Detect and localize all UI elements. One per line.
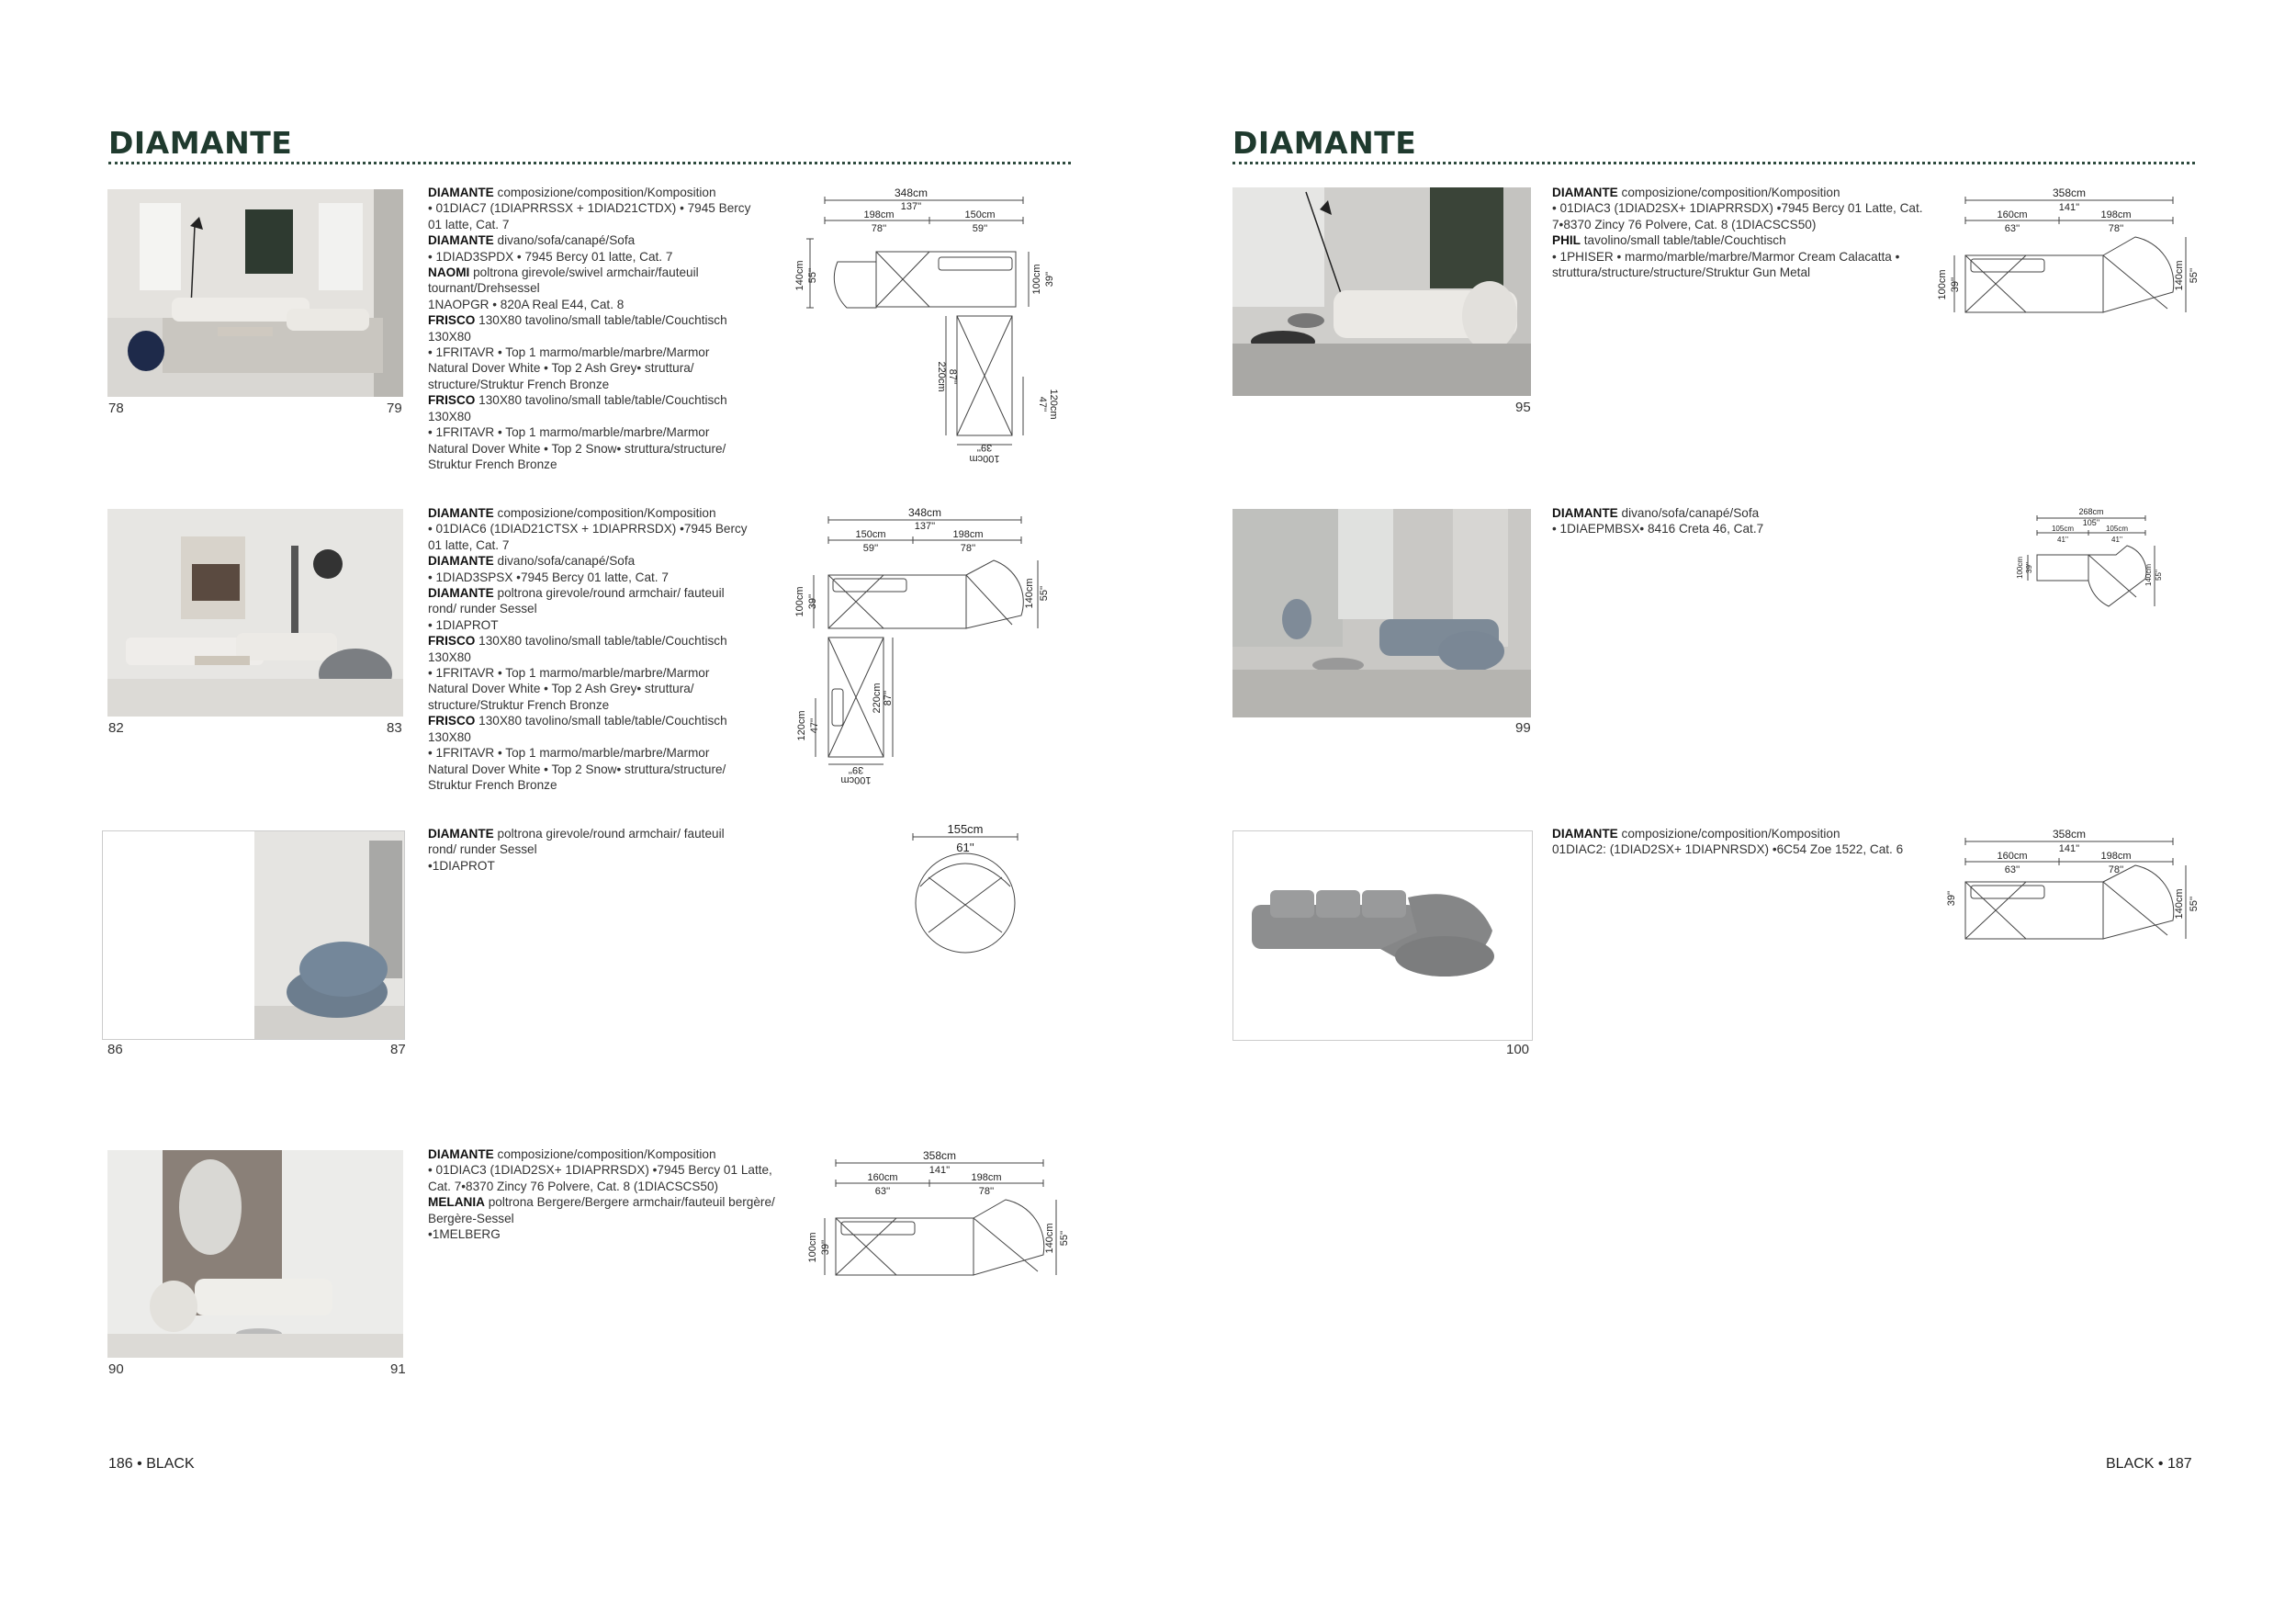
page-number: 95 — [1515, 400, 1531, 415]
photo-living-room-composition — [107, 509, 403, 717]
product-description: DIAMANTE composizione/composition/Komposition • 01DIAC3 (1DIAD2SX+ 1DIAPRRSDX) •7945 Bercy 01 Latte, Cat. 7•8370 Zincy 76 Polvere, Cat. 8 (1DIACSCS50) PHIL tavolino/small table/table/Couchtisch • 1PHISER • marmo/marble/marbre/Marmor Cream Calacatta • struttura/structure/structure/Struktur Gun Metal — [1552, 186, 1923, 280]
product-description: DIAMANTE divano/sofa/canapé/Sofa • 1DIAEPMBSX• 8416 Creta 46, Cat.7 — [1552, 506, 1764, 536]
dim-a: 150cm — [855, 529, 886, 540]
page-number: 82 — [108, 720, 124, 736]
page-number: 86 — [107, 1042, 123, 1057]
dim-c-in: 47'' — [809, 717, 820, 734]
dim-total: 358cm — [2052, 828, 2087, 841]
left-page-title: DIAMANTE — [108, 125, 293, 161]
dim-h1: 100cm — [807, 1232, 818, 1263]
dim-a: 105cm — [2051, 525, 2075, 533]
dim-l-in: 87'' — [947, 368, 958, 385]
dim-h2-in: 55'' — [1059, 1230, 1070, 1247]
dim-total-in: 137'' — [914, 521, 936, 532]
dim-h2: 140cm — [1024, 578, 1035, 609]
dimension-drawing — [792, 505, 1067, 785]
dim-h1-in: 55'' — [807, 267, 818, 284]
left-page-footer: 186 • BLACK — [108, 1456, 195, 1472]
dimension-drawing — [906, 822, 1025, 965]
dim-total-in: 137'' — [900, 201, 922, 212]
dim-l-in: 87'' — [883, 690, 894, 706]
dim-total: 155cm — [947, 822, 984, 836]
dim-total-in: 141'' — [929, 1165, 951, 1176]
page-number: 79 — [387, 401, 402, 416]
dim-h2-in: 39'' — [1044, 271, 1055, 288]
dim-h2: 140cm — [2144, 563, 2153, 587]
dimension-drawing — [792, 184, 1067, 468]
dim-h2: 140cm — [2174, 260, 2185, 291]
dim-h2-in: 55'' — [2155, 570, 2163, 581]
photo-living-room-composition — [1232, 187, 1531, 396]
dim-d-in: 39'' — [848, 764, 864, 775]
dimension-drawing — [808, 1146, 1075, 1289]
dim-b-in: 41'' — [2111, 536, 2122, 544]
dim-h1: 100cm — [1937, 269, 1948, 300]
dim-d: 100cm — [840, 774, 872, 785]
photo-living-room-bergere — [107, 1150, 403, 1358]
page-number: 100 — [1506, 1042, 1530, 1057]
right-title-rule — [1232, 162, 2195, 164]
photo-living-room-composition — [107, 189, 403, 397]
photo-sofa-showroom — [1232, 509, 1531, 717]
page-number: 99 — [1515, 720, 1531, 736]
dim-a: 160cm — [1997, 209, 2028, 220]
page-number: 78 — [108, 401, 124, 416]
dimension-drawing — [1938, 825, 2204, 967]
dim-h1: 100cm — [794, 586, 805, 617]
dim-a: 198cm — [863, 209, 895, 220]
page-number: 87 — [390, 1042, 406, 1057]
dim-a-in: 63'' — [874, 1186, 891, 1197]
dim-a-in: 63'' — [2004, 864, 2020, 875]
dim-b: 105cm — [2105, 525, 2129, 533]
dim-a-in: 41'' — [2057, 536, 2068, 544]
dim-l: 220cm — [936, 361, 947, 392]
product-description: DIAMANTE composizione/composition/Komposition • 01DIAC6 (1DIAD21CTSX + 1DIAPRRSDX) •7945 Bercy 01 latte, Cat. 7 DIAMANTE divano/sofa/canapé/Sofa • 1DIAD3SPSX •7945 Bercy 01 latte, Cat. 7 DIAMANTE poltrona girevole/round armchair/ fauteuil rond/ runder Sessel • 1DIAPROT FRISCO 130X80 tavolino/small table/table/Couchtisch 130X80 • 1FRITAVR • Top 1 marmo/marble/marbre/Marmor Natural Dover White • Top 2 Ash Grey• struttura/ structure/Struktur French Bronze FRISCO 130X80 tavolino/small table/table/Couchtisch 130X80 • 1FRITAVR • Top 1 marmo/marble/marbre/Marmor Natural Dover White • Top 2 Snow• struttura/structure/ Struktur French Bronze — [428, 506, 748, 792]
dim-total-in: 61'' — [956, 841, 974, 854]
photo-round-armchair — [102, 830, 405, 1040]
dim-b-in: 78'' — [2108, 864, 2124, 875]
dim-d-in: 39'' — [976, 442, 993, 453]
page-number: 91 — [390, 1361, 406, 1377]
dim-a-in: 78'' — [871, 223, 887, 234]
dim-h1: 39'' — [1946, 890, 1957, 907]
dim-b-in: 59'' — [972, 223, 988, 234]
dim-b: 150cm — [964, 209, 996, 220]
dim-total-in: 141'' — [2058, 843, 2080, 854]
dim-total: 348cm — [894, 186, 929, 199]
dim-a: 160cm — [867, 1172, 898, 1183]
dimension-drawing — [1938, 184, 2204, 326]
dim-total: 268cm — [2078, 507, 2104, 516]
dim-h1-in: 39'' — [2025, 562, 2033, 573]
dim-h1: 140cm — [794, 260, 805, 291]
dim-a-in: 63'' — [2004, 223, 2020, 234]
page-number: 83 — [387, 720, 402, 736]
dim-h1: 100cm — [2016, 556, 2024, 580]
dim-b-in: 78'' — [960, 543, 976, 554]
dim-d: 100cm — [969, 453, 1000, 464]
dim-h2: 140cm — [2174, 888, 2185, 920]
dim-a: 160cm — [1997, 851, 2028, 862]
product-description: DIAMANTE composizione/composition/Komposition 01DIAC2: (1DIAD2SX+ 1DIAPNRSDX) •6C54 Zoe 1522, Cat. 6 — [1552, 827, 1904, 857]
dimension-drawing — [2017, 505, 2164, 615]
page-number: 90 — [108, 1361, 124, 1377]
dim-h2: 140cm — [1044, 1223, 1055, 1254]
left-title-rule — [108, 162, 1071, 164]
product-description: DIAMANTE composizione/composition/Komposition • 01DIAC7 (1DIAPRRSSX + 1DIAD21CTDX) • 7945 Bercy 01 latte, Cat. 7 DIAMANTE divano/sofa/canapé/Sofa • 1DIAD3SPDX • 7945 Bercy 01 latte, Cat. 7 NAOMI poltrona girevole/swivel armchair/fauteuil tournant/Drehsessel 1NAOPGR • 820A Real E44, Cat. 8 FRISCO 130X80 tavolino/small table/table/Couchtisch 130X80 • 1FRITAVR • Top 1 marmo/marble/marbre/Marmor Natural Dover White • Top 2 Ash Grey• struttura/ structure/Struktur French Bronze FRISCO 130X80 tavolino/small table/table/Couchtisch 130X80 • 1FRITAVR • Top 1 marmo/marble/marbre/Marmor Natural Dover White • Top 2 Snow• struttura/structure/ Struktur French Bronze — [428, 186, 751, 471]
dim-b: 198cm — [952, 529, 984, 540]
dim-h2-in: 55'' — [2189, 267, 2200, 284]
dim-total: 348cm — [907, 506, 942, 519]
product-description: DIAMANTE poltrona girevole/round armchair/ fauteuil rond/ runder Sessel •1DIAPROT — [428, 827, 725, 873]
dim-b: 198cm — [2100, 209, 2132, 220]
dim-h2-in: 55'' — [2189, 896, 2200, 912]
dim-h1-in: 39'' — [820, 1239, 831, 1256]
dim-b-in: 78'' — [978, 1186, 995, 1197]
dim-total-in: 141'' — [2058, 202, 2080, 213]
right-page-title: DIAMANTE — [1232, 125, 1417, 161]
dim-c-in: 47'' — [1037, 396, 1048, 412]
dim-c: 120cm — [1048, 389, 1059, 420]
dim-a-in: 59'' — [862, 543, 879, 554]
dim-total-in: 105'' — [2082, 518, 2100, 527]
product-description: DIAMANTE composizione/composition/Komposition • 01DIAC3 (1DIAD2SX+ 1DIAPRRSDX) •7945 Bercy 01 Latte, Cat. 7•8370 Zincy 76 Polvere, Cat. 8 (1DIACSCS50) MELANIA poltrona Bergere/Bergere armchair/fauteuil bergère/ Bergère-Sessel •1MELBERG — [428, 1147, 775, 1242]
dim-h2: 100cm — [1031, 264, 1042, 295]
dim-b: 198cm — [971, 1172, 1002, 1183]
photo-sofa-cutout — [1232, 830, 1533, 1041]
dim-c: 120cm — [796, 710, 807, 741]
dim-l: 220cm — [872, 683, 883, 714]
right-page-footer: BLACK • 187 — [2106, 1456, 2192, 1472]
dim-total: 358cm — [2052, 186, 2087, 199]
dim-h1-in: 39'' — [1950, 277, 1961, 293]
dim-h2-in: 55'' — [1039, 585, 1050, 602]
dim-b: 198cm — [2100, 851, 2132, 862]
dim-b-in: 78'' — [2108, 223, 2124, 234]
dim-h1-in: 39'' — [807, 593, 818, 610]
dim-total: 358cm — [922, 1149, 957, 1162]
